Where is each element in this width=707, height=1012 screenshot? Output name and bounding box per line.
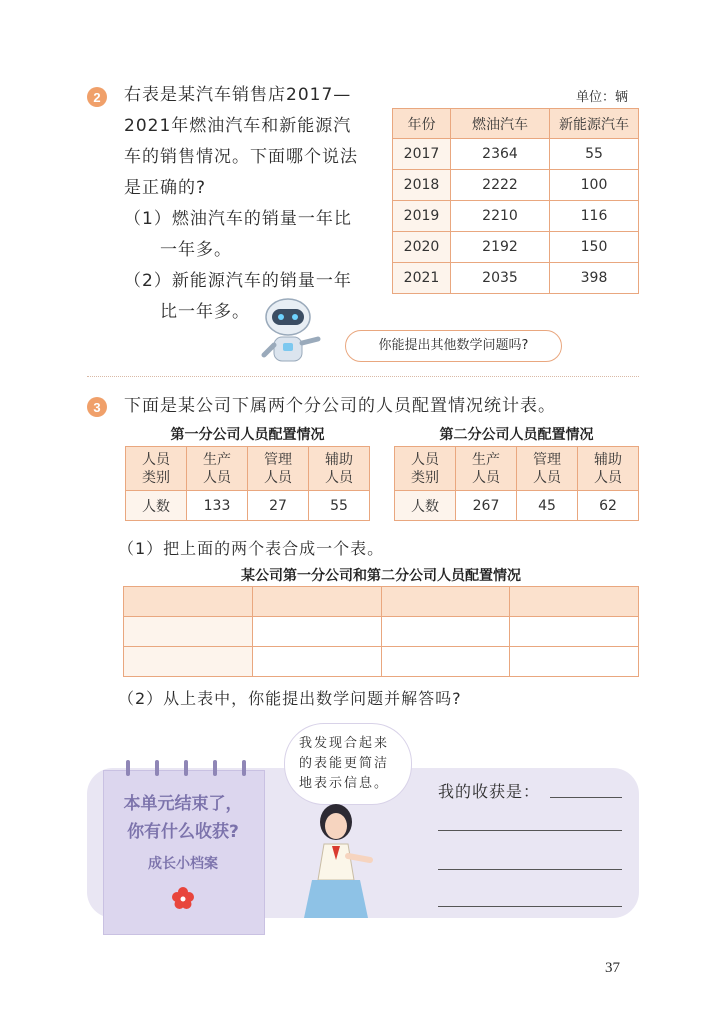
question-3-text: 下面是某公司下属两个分公司的人员配置情况统计表。 — [124, 396, 556, 416]
robot-icon — [252, 295, 332, 365]
ring-icon — [155, 760, 159, 776]
col-fuel: 燃油汽车 — [451, 109, 550, 139]
header-cell: 生产 人员 — [187, 447, 248, 491]
answer-line[interactable] — [550, 797, 622, 798]
cell-fuel: 2192 — [451, 232, 550, 263]
cell-ev: 398 — [550, 263, 639, 294]
branch-1-table — [125, 446, 370, 521]
blank-cell[interactable] — [510, 647, 639, 677]
ring-icon — [242, 760, 246, 776]
row-label: 人数 — [395, 491, 456, 521]
merged-table-title: 某公司第一分公司和第二分公司人员配置情况 — [241, 568, 521, 584]
merged-blank-table[interactable] — [123, 586, 639, 677]
card-subtitle: 成长小档案 — [148, 856, 218, 872]
header-cell: 辅助 人员 — [578, 447, 639, 491]
cell-ev: 116 — [550, 201, 639, 232]
header-cell: 管理 人员 — [248, 447, 309, 491]
data-cell: 55 — [309, 491, 370, 521]
blank-cell[interactable] — [252, 587, 381, 617]
q2-option-1-cont: 一年多。 — [160, 240, 232, 260]
cell-year: 2021 — [393, 263, 451, 294]
q2-option-1: （1）燃油汽车的销量一年比 — [124, 209, 352, 229]
ring-icon — [213, 760, 217, 776]
answer-line[interactable] — [438, 906, 622, 907]
blank-cell[interactable] — [124, 647, 253, 677]
blank-cell[interactable] — [124, 617, 253, 647]
q2-line-4: 是正确的? — [124, 178, 207, 198]
flower-icon — [171, 886, 195, 910]
page-number: 37 — [605, 960, 620, 976]
card-heading — [108, 790, 258, 846]
q2-option-2: （2）新能源汽车的销量一年 — [124, 271, 352, 291]
data-cell: 133 — [187, 491, 248, 521]
ring-icon — [126, 760, 130, 776]
part-1-text: （1）把上面的两个表合成一个表。 — [118, 539, 385, 558]
table-row — [124, 647, 639, 677]
table-row — [395, 491, 639, 521]
header-cell: 管理 人员 — [517, 447, 578, 491]
table-row — [124, 587, 639, 617]
cell-fuel: 2364 — [451, 139, 550, 170]
section-divider — [87, 376, 639, 377]
part-2-text: （2）从上表中，你能提出数学问题并解答吗? — [118, 689, 462, 708]
table-row — [395, 447, 639, 491]
harvest-label: 我的收获是： — [438, 782, 541, 801]
col-ev: 新能源汽车 — [550, 109, 639, 139]
blank-cell[interactable] — [510, 617, 639, 647]
cell-fuel: 2035 — [451, 263, 550, 294]
cell-year: 2020 — [393, 232, 451, 263]
table-1-title: 第一分公司人员配置情况 — [170, 427, 325, 443]
blank-cell[interactable] — [381, 647, 510, 677]
q2-option-2-cont: 比一年多。 — [160, 302, 250, 322]
ring-icon — [184, 760, 188, 776]
card-rings — [126, 760, 246, 776]
question-3-badge: 3 — [87, 397, 107, 417]
cell-ev: 55 — [550, 139, 639, 170]
table-row — [393, 263, 639, 294]
blank-cell[interactable] — [124, 587, 253, 617]
blank-cell[interactable] — [381, 587, 510, 617]
table-row — [126, 491, 370, 521]
table-row — [393, 170, 639, 201]
card-line-2: 你有什么收获? — [127, 822, 239, 842]
cell-fuel: 2222 — [451, 170, 550, 201]
table-row — [393, 139, 639, 170]
table-row — [393, 232, 639, 263]
table-row — [393, 201, 639, 232]
data-cell: 27 — [248, 491, 309, 521]
student-girl-icon — [298, 800, 388, 920]
cell-ev: 150 — [550, 232, 639, 263]
girl-speech-bubble: 我发现合起来的表能更简洁地表示信息。 — [284, 723, 412, 805]
table-row — [126, 447, 370, 491]
branch-2-table — [394, 446, 639, 521]
header-cell: 辅助 人员 — [309, 447, 370, 491]
cell-year: 2019 — [393, 201, 451, 232]
data-cell: 45 — [517, 491, 578, 521]
robot-speech-bubble: 你能提出其他数学问题吗? — [345, 330, 562, 362]
data-cell: 62 — [578, 491, 639, 521]
data-cell: 267 — [456, 491, 517, 521]
blank-cell[interactable] — [252, 617, 381, 647]
cell-year: 2017 — [393, 139, 451, 170]
answer-line[interactable] — [438, 869, 622, 870]
q2-line-2: 2021年燃油汽车和新能源汽 — [124, 116, 352, 136]
blank-cell[interactable] — [510, 587, 639, 617]
q2-line-3: 车的销售情况。下面哪个说法 — [124, 147, 358, 167]
sales-table-header — [393, 109, 639, 139]
card-line-1: 本单元结束了， — [123, 794, 243, 814]
row-label: 人数 — [126, 491, 187, 521]
header-cell: 人员 类别 — [395, 447, 456, 491]
table-2-title: 第二分公司人员配置情况 — [439, 427, 594, 443]
header-cell: 人员 类别 — [126, 447, 187, 491]
q2-line-1: 右表是某汽车销售店2017— — [124, 85, 352, 105]
cell-year: 2018 — [393, 170, 451, 201]
answer-line[interactable] — [438, 830, 622, 831]
sales-table — [392, 108, 639, 294]
question-2-text — [124, 80, 384, 328]
question-2-badge: 2 — [87, 87, 107, 107]
unit-label: 单位：辆 — [576, 90, 629, 105]
header-cell: 生产 人员 — [456, 447, 517, 491]
cell-fuel: 2210 — [451, 201, 550, 232]
col-year: 年份 — [393, 109, 451, 139]
cell-ev: 100 — [550, 170, 639, 201]
blank-cell[interactable] — [381, 617, 510, 647]
blank-cell[interactable] — [252, 647, 381, 677]
table-row — [124, 617, 639, 647]
